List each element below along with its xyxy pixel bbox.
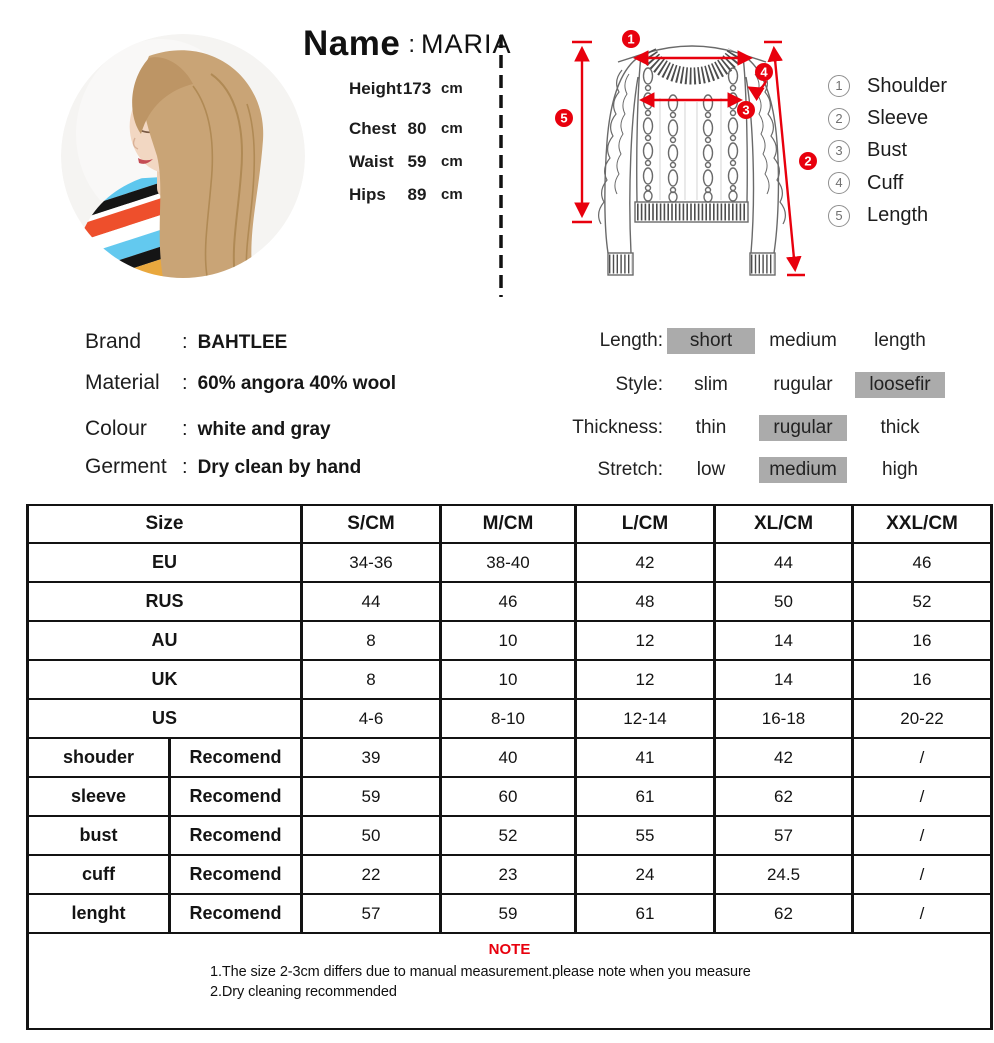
recomend-cell: Recomend <box>170 738 302 777</box>
table-header-row <box>28 505 992 543</box>
stat-value: 173 <box>402 78 432 98</box>
value-cell: 24 <box>576 855 715 894</box>
value-cell: 50 <box>302 816 441 855</box>
stat-value: 59 <box>407 151 427 171</box>
value-cell: 16 <box>853 621 992 660</box>
value-cell: 24.5 <box>715 855 853 894</box>
sweater-line-art <box>599 46 786 275</box>
stat-unit: cm <box>441 186 463 203</box>
value-cell: 10 <box>441 621 576 660</box>
info-value: Dry clean by hand <box>197 457 362 478</box>
value-cell: 61 <box>576 894 715 933</box>
note-line: 2.Dry cleaning recommended <box>210 983 397 1000</box>
row-label-cell: EU <box>28 543 302 582</box>
value-cell: 42 <box>715 738 853 777</box>
info-colon: : <box>182 372 188 394</box>
table-row-cuff <box>28 855 992 894</box>
value-cell: 55 <box>576 816 715 855</box>
value-cell: 60 <box>441 777 576 816</box>
measure-marker-1: 1 <box>627 31 635 47</box>
stat-row-chest <box>349 112 463 145</box>
info-value: BAHTLEE <box>197 332 288 353</box>
name-label: Name <box>303 24 401 63</box>
measure-marker-3: 3 <box>742 102 750 118</box>
recomend-cell: Recomend <box>170 777 302 816</box>
value-cell: 62 <box>715 894 853 933</box>
table-row-shouder <box>28 738 992 777</box>
row-label-cell: sleeve <box>28 777 170 816</box>
recomend-cell: Recomend <box>170 816 302 855</box>
info-row-material <box>85 371 396 395</box>
model-stats <box>349 72 463 211</box>
value-cell: 50 <box>715 582 853 621</box>
info-row-germent <box>85 455 361 479</box>
attr-option: rugular <box>759 415 847 441</box>
value-cell: / <box>853 738 992 777</box>
header-cell-size: Size <box>28 505 302 543</box>
row-label-cell: shouder <box>28 738 170 777</box>
stat-unit: cm <box>441 80 463 97</box>
value-cell: 39 <box>302 738 441 777</box>
stat-unit: cm <box>441 153 463 170</box>
attr-label: Length: <box>599 330 663 351</box>
model-photo <box>61 34 305 278</box>
circled-number-icon: 2 <box>828 108 850 130</box>
table-row-eu <box>28 543 992 582</box>
value-cell: 14 <box>715 660 853 699</box>
attr-row-style <box>540 371 945 399</box>
info-value: 60% angora 40% wool <box>197 373 397 394</box>
row-label-cell: lenght <box>28 894 170 933</box>
value-cell: 14 <box>715 621 853 660</box>
header-cell-s: S/CM <box>302 505 441 543</box>
attr-option: slim <box>694 374 728 395</box>
stat-value: 89 <box>407 184 427 204</box>
model-photo-illustration <box>61 34 305 278</box>
table-row-uk <box>28 660 992 699</box>
recomend-cell: Recomend <box>170 894 302 933</box>
attr-option: thick <box>880 417 920 438</box>
legend-label: Sleeve <box>867 107 929 130</box>
value-cell: 59 <box>441 894 576 933</box>
attr-option: medium <box>769 330 837 351</box>
name-colon: : <box>408 31 415 58</box>
attr-label: Thickness: <box>572 417 663 438</box>
value-cell: 12 <box>576 621 715 660</box>
circled-number-icon: 1 <box>828 75 850 97</box>
value-cell: / <box>853 816 992 855</box>
value-cell: 23 <box>441 855 576 894</box>
value-cell: 40 <box>441 738 576 777</box>
header-cell-xxl: XXL/CM <box>853 505 992 543</box>
table-row-rus <box>28 582 992 621</box>
row-label-cell: AU <box>28 621 302 660</box>
legend-item-length <box>828 200 947 232</box>
value-cell: / <box>853 855 992 894</box>
attr-row-stretch <box>540 456 945 484</box>
table-row-bust <box>28 816 992 855</box>
value-cell: 44 <box>302 582 441 621</box>
attr-option: medium <box>759 457 847 483</box>
value-cell: 12 <box>576 660 715 699</box>
header-cell-m: M/CM <box>441 505 576 543</box>
stat-label: Hips <box>349 184 386 204</box>
info-row-brand <box>85 330 287 354</box>
value-cell: 34-36 <box>302 543 441 582</box>
attr-option: loosefir <box>855 372 945 398</box>
name-value: MARIA <box>421 29 512 59</box>
stat-row-hips <box>349 178 463 211</box>
stat-label: Waist <box>349 151 394 171</box>
attr-option: low <box>696 459 726 480</box>
legend-label: Bust <box>867 139 908 162</box>
sweater-diagram <box>542 22 820 287</box>
stat-value: 80 <box>407 118 427 138</box>
stat-unit: cm <box>441 120 463 137</box>
size-table <box>26 504 993 1030</box>
stat-label: Height <box>349 78 402 98</box>
legend-label: Length <box>867 204 929 227</box>
note-line: 1.The size 2-3cm differs due to manual measurement.please note when you measure <box>210 964 751 980</box>
attr-option: short <box>667 328 755 354</box>
value-cell: / <box>853 894 992 933</box>
diagram-legend <box>828 70 947 232</box>
attr-option: rugular <box>773 374 833 395</box>
value-cell: 8 <box>302 660 441 699</box>
value-cell: 22 <box>302 855 441 894</box>
info-row-colour <box>85 417 331 441</box>
table-row-lenght <box>28 894 992 933</box>
value-cell: 8-10 <box>441 699 576 738</box>
value-cell: 46 <box>441 582 576 621</box>
circled-number-icon: 3 <box>828 140 850 162</box>
row-label-cell: RUS <box>28 582 302 621</box>
value-cell: 57 <box>302 894 441 933</box>
value-cell: / <box>853 777 992 816</box>
value-cell: 62 <box>715 777 853 816</box>
stat-row-waist <box>349 145 463 178</box>
legend-item-shoulder <box>828 70 947 102</box>
value-cell: 48 <box>576 582 715 621</box>
info-label: Brand <box>85 330 142 353</box>
attr-option: length <box>874 330 926 351</box>
legend-item-sleeve <box>828 102 947 134</box>
value-cell: 52 <box>853 582 992 621</box>
circled-number-icon: 4 <box>828 172 850 194</box>
value-cell: 16-18 <box>715 699 853 738</box>
model-name-heading <box>303 24 512 64</box>
row-label-cell: US <box>28 699 302 738</box>
legend-label: Shoulder <box>867 74 948 97</box>
info-colon: : <box>182 456 188 478</box>
info-label: Colour <box>85 417 147 440</box>
table-note-row <box>28 933 992 1029</box>
value-cell: 59 <box>302 777 441 816</box>
value-cell: 41 <box>576 738 715 777</box>
legend-label: Cuff <box>867 171 904 194</box>
value-cell: 42 <box>576 543 715 582</box>
header-cell-l: L/CM <box>576 505 715 543</box>
row-label-cell: UK <box>28 660 302 699</box>
table-row-sleeve <box>28 777 992 816</box>
stat-row-height <box>349 72 463 105</box>
attr-row-thickness <box>540 414 945 442</box>
note-cell <box>28 933 992 1029</box>
attr-row-length <box>540 327 945 355</box>
measure-marker-4: 4 <box>760 64 768 80</box>
info-colon: : <box>182 331 188 353</box>
measure-marker-2: 2 <box>804 153 812 169</box>
value-cell: 10 <box>441 660 576 699</box>
stat-label: Chest <box>349 118 397 138</box>
attr-option: thin <box>695 417 727 438</box>
attr-option: high <box>882 459 918 480</box>
value-cell: 8 <box>302 621 441 660</box>
value-cell: 4-6 <box>302 699 441 738</box>
header-cell-xl: XL/CM <box>715 505 853 543</box>
section-divider <box>497 32 505 300</box>
row-label-cell: bust <box>28 816 170 855</box>
recomend-cell: Recomend <box>170 855 302 894</box>
value-cell: 57 <box>715 816 853 855</box>
info-label: Material <box>85 371 160 394</box>
attr-label: Stretch: <box>597 459 663 480</box>
value-cell: 38-40 <box>441 543 576 582</box>
value-cell: 12-14 <box>576 699 715 738</box>
legend-item-bust <box>828 135 947 167</box>
circled-number-icon: 5 <box>828 205 850 227</box>
info-colon: : <box>182 418 188 440</box>
row-label-cell: cuff <box>28 855 170 894</box>
table-row-us <box>28 699 992 738</box>
measure-marker-5: 5 <box>560 110 568 126</box>
info-label: Germent <box>85 455 167 478</box>
info-value: white and gray <box>197 419 331 440</box>
value-cell: 20-22 <box>853 699 992 738</box>
note-title: NOTE <box>488 941 531 958</box>
value-cell: 16 <box>853 660 992 699</box>
value-cell: 44 <box>715 543 853 582</box>
value-cell: 52 <box>441 816 576 855</box>
legend-item-cuff <box>828 167 947 199</box>
table-row-au <box>28 621 992 660</box>
value-cell: 61 <box>576 777 715 816</box>
attr-label: Style: <box>615 374 663 395</box>
value-cell: 46 <box>853 543 992 582</box>
